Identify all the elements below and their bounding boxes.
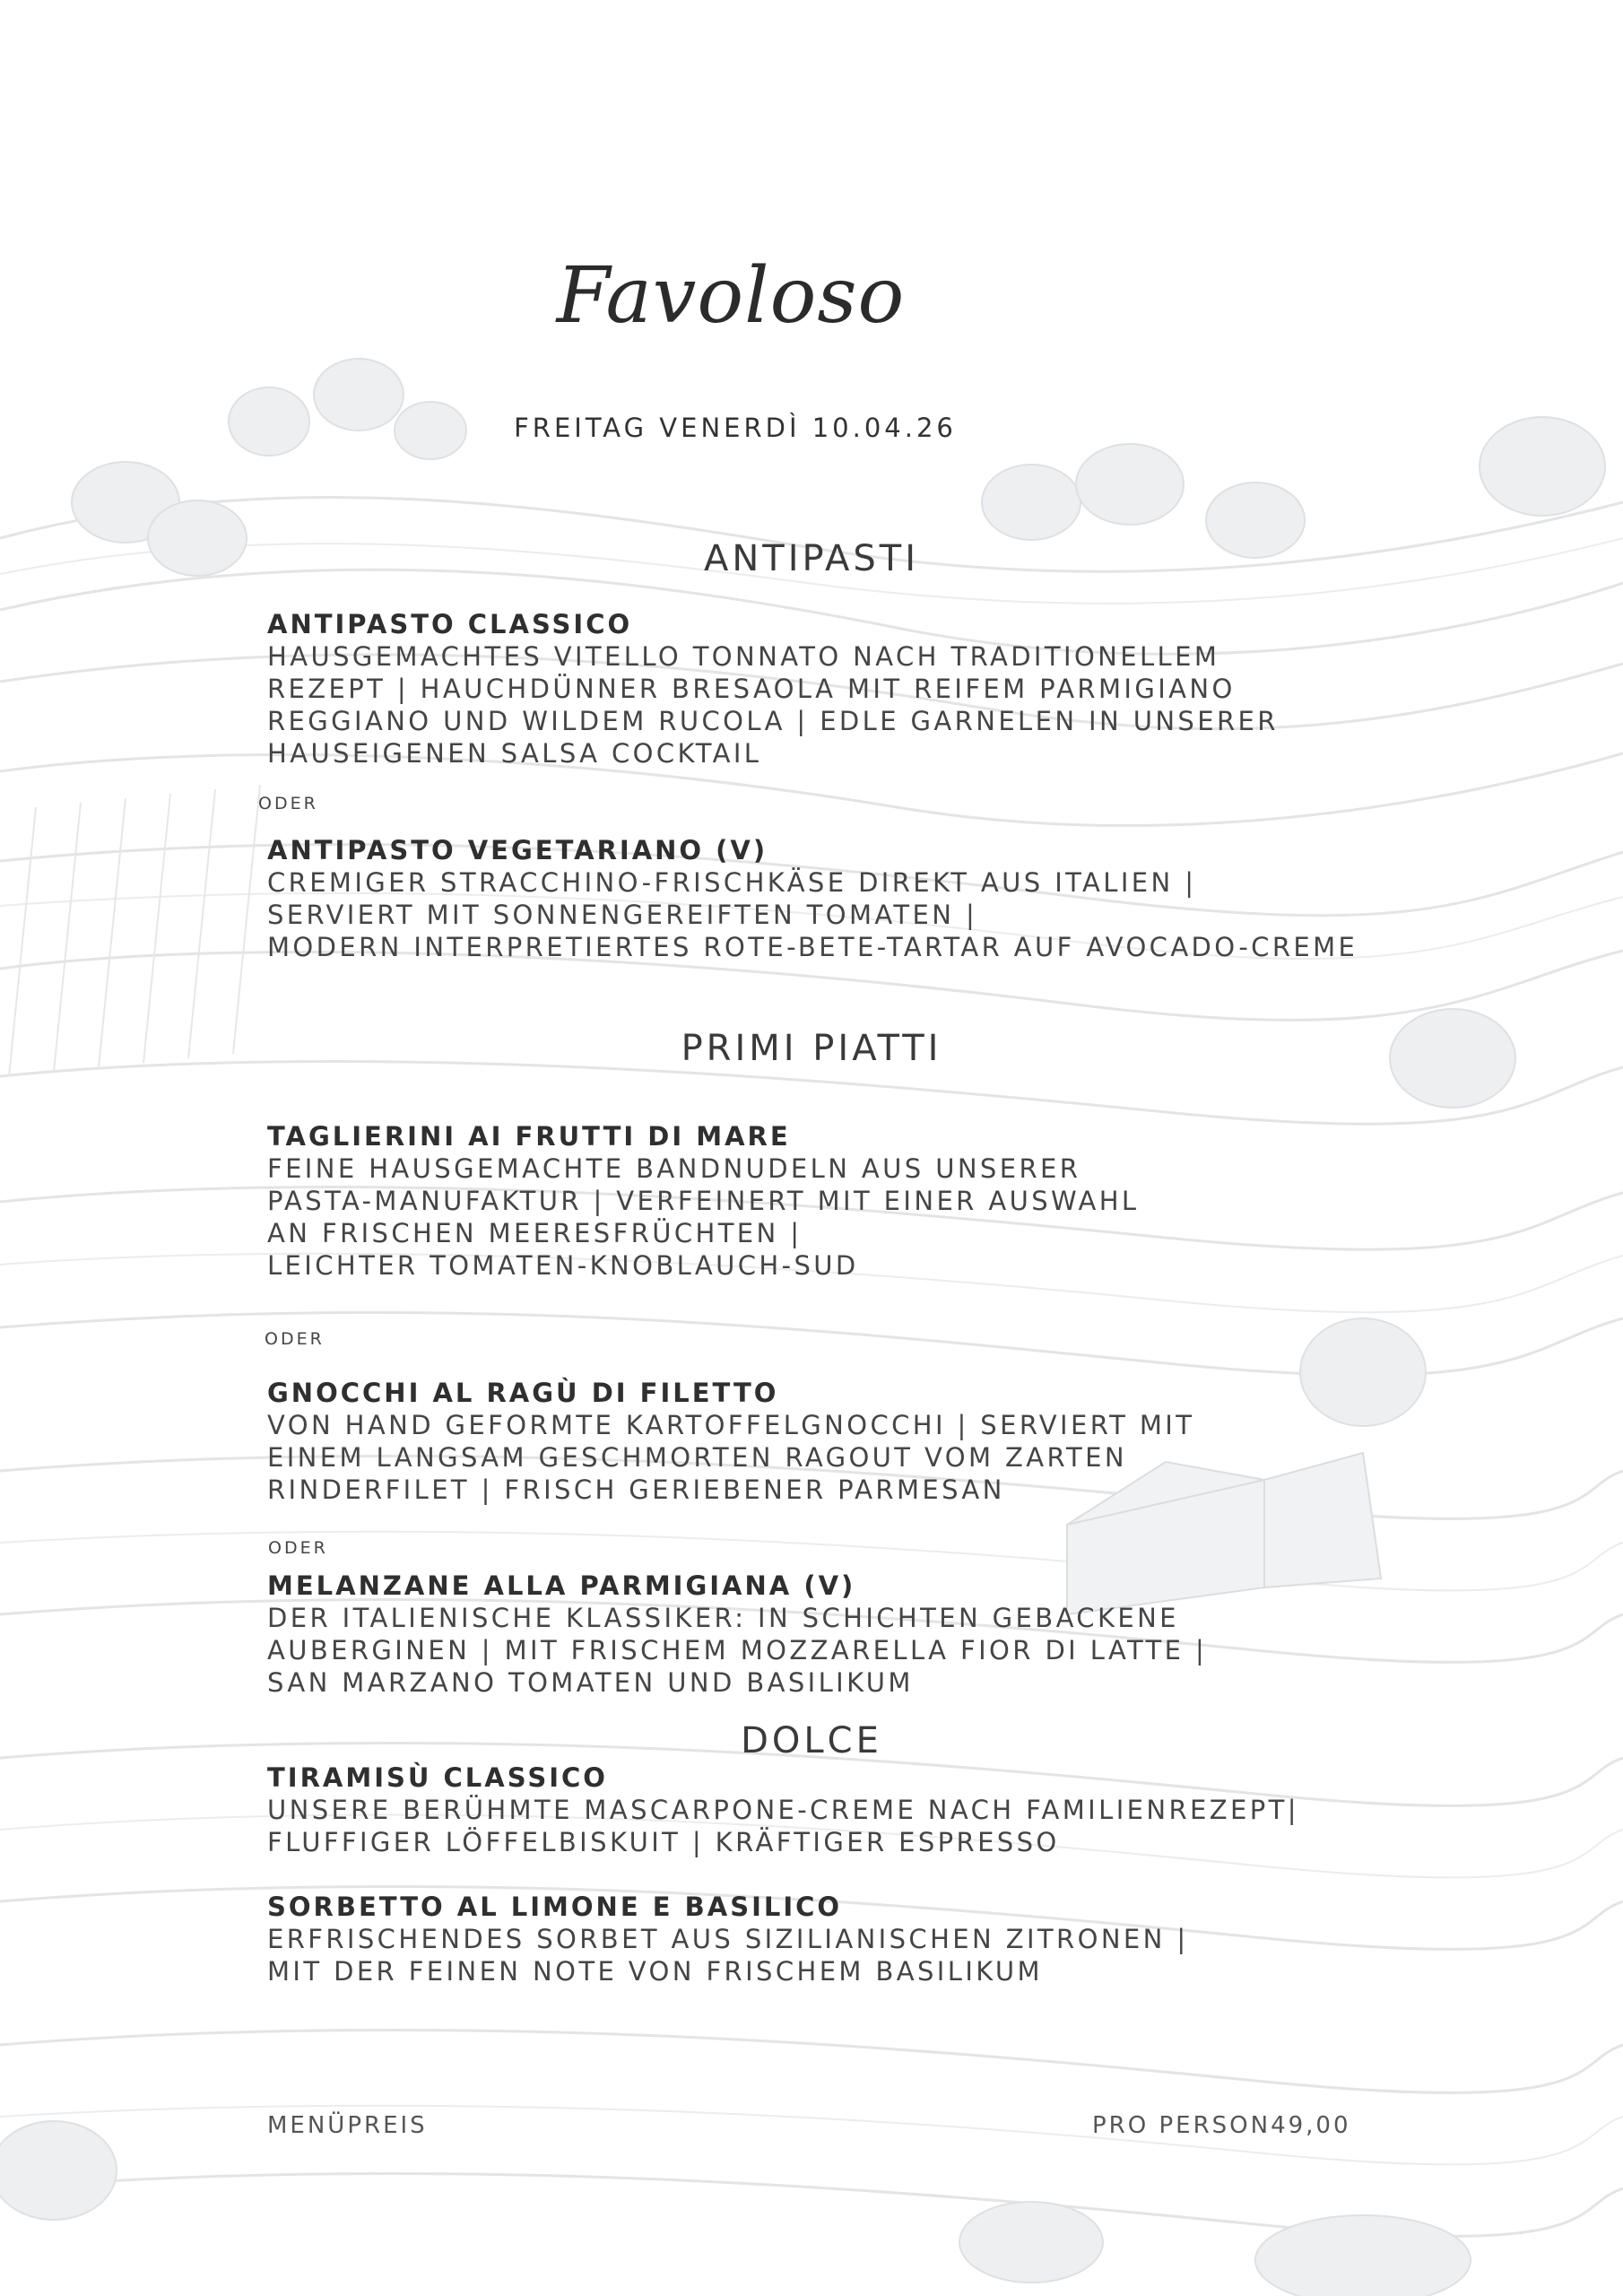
- dish-description-line: FEINE HAUSGEMACHTE BANDNUDELN AUS UNSERER: [267, 1153, 1081, 1184]
- section-title-dolce: DOLCE: [741, 1720, 882, 1761]
- dish-tiramisu: [267, 1761, 1478, 1858]
- dish-antipasto-classico: [267, 608, 1478, 770]
- dish-sorbetto: [267, 1891, 1478, 1987]
- dish-description: [267, 1923, 1478, 1987]
- dish-name: TAGLIERINI AI FRUTTI DI MARE: [267, 1121, 791, 1152]
- dish-description-line: FLUFFIGER LÖFFELBISKUIT | KRÄFTIGER ESPRESSO: [267, 1827, 1060, 1857]
- dish-name: ANTIPASTO VEGETARIANO (V): [267, 835, 768, 865]
- dish-description: [267, 1152, 1478, 1282]
- dish-description-line: HAUSEIGENEN SALSA COCKTAIL: [267, 738, 762, 769]
- separator-oder: ODER: [268, 1538, 328, 1558]
- dish-name: SORBETTO AL LIMONE E BASILICO: [267, 1892, 843, 1922]
- dish-description: [267, 1794, 1478, 1858]
- dish-description-line: HAUSGEMACHTES VITELLO TONNATO NACH TRADITIONELLEM: [267, 641, 1220, 672]
- dish-description-line: MIT DER FEINEN NOTE VON FRISCHEM BASILIKUM: [267, 1956, 1043, 1987]
- dish-name: ANTIPASTO CLASSICO: [267, 609, 633, 639]
- dish-description-line: AN FRISCHEN MEERESFRÜCHTEN |: [267, 1218, 803, 1248]
- section-title-antipasti: ANTIPASTI: [703, 538, 920, 579]
- dish-description-line: SAN MARZANO TOMATEN UND BASILIKUM: [267, 1667, 914, 1698]
- dish-description-line: REZEPT | HAUCHDÜNNER BRESAOLA MIT REIFEM PARMIGIANO: [267, 674, 1236, 704]
- dish-antipasto-vegetariano: [267, 834, 1478, 963]
- dish-description-line: CREMIGER STRACCHINO-FRISCHKÄSE DIREKT AUS ITALIEN |: [267, 867, 1197, 898]
- dish-description-line: VON HAND GEFORMTE KARTOFFELGNOCCHI | SERVIERT MIT: [267, 1410, 1195, 1440]
- menu-price-label: MENÜPREIS: [267, 2112, 428, 2139]
- dish-melanzane: [267, 1570, 1478, 1699]
- dish-name: TIRAMISÙ CLASSICO: [267, 1762, 608, 1793]
- dish-gnocchi: [267, 1377, 1478, 1506]
- separator-oder: ODER: [258, 794, 318, 813]
- dish-description-line: UNSERE BERÜHMTE MASCARPONE-CREME NACH FAMILIENREZEPT|: [267, 1795, 1299, 1825]
- dish-description-line: AUBERGINEN | MIT FRISCHEM MOZZARELLA FIOR DI LATTE |: [267, 1635, 1208, 1665]
- dish-description-line: LEICHTER TOMATEN-KNOBLAUCH-SUD: [267, 1250, 859, 1281]
- separator-oder: ODER: [265, 1329, 325, 1349]
- dish-taglierini: [267, 1120, 1478, 1282]
- menu-price-value: PRO PERSON49,00: [1092, 2112, 1351, 2139]
- dish-description-line: DER ITALIENISCHE KLASSIKER: IN SCHICHTEN GEBACKENE: [267, 1603, 1179, 1633]
- menu-date: FREITAG VENERDÌ 10.04.26: [514, 413, 957, 443]
- dish-description-line: PASTA-MANUFAKTUR | VERFEINERT MIT EINER AUSWAHL: [267, 1186, 1140, 1216]
- dish-description-line: MODERN INTERPRETIERTES ROTE-BETE-TARTAR AUF AVOCADO-CREME: [267, 932, 1358, 962]
- restaurant-logo: Favoloso: [556, 251, 906, 341]
- dish-description: [267, 640, 1478, 770]
- dish-description-line: ERFRISCHENDES SORBET AUS SIZILIANISCHEN ZITRONEN |: [267, 1924, 1189, 1954]
- dish-description: [267, 1602, 1478, 1699]
- dish-name: MELANZANE ALLA PARMIGIANA (V): [267, 1570, 856, 1601]
- dish-description-line: SERVIERT MIT SONNENGEREIFTEN TOMATEN |: [267, 900, 978, 930]
- dish-description-line: EINEM LANGSAM GESCHMORTEN RAGOUT VOM ZARTEN: [267, 1442, 1127, 1473]
- section-title-primi-piatti: PRIMI PIATTI: [681, 1028, 942, 1069]
- dish-description: [267, 1409, 1478, 1506]
- dish-description-line: RINDERFILET | FRISCH GERIEBENER PARMESAN: [267, 1474, 1005, 1505]
- dish-name: GNOCCHI AL RAGÙ DI FILETTO: [267, 1378, 779, 1408]
- dish-description-line: REGGIANO UND WILDEM RUCOLA | EDLE GARNELEN IN UNSERER: [267, 706, 1279, 736]
- dish-description: [267, 866, 1478, 963]
